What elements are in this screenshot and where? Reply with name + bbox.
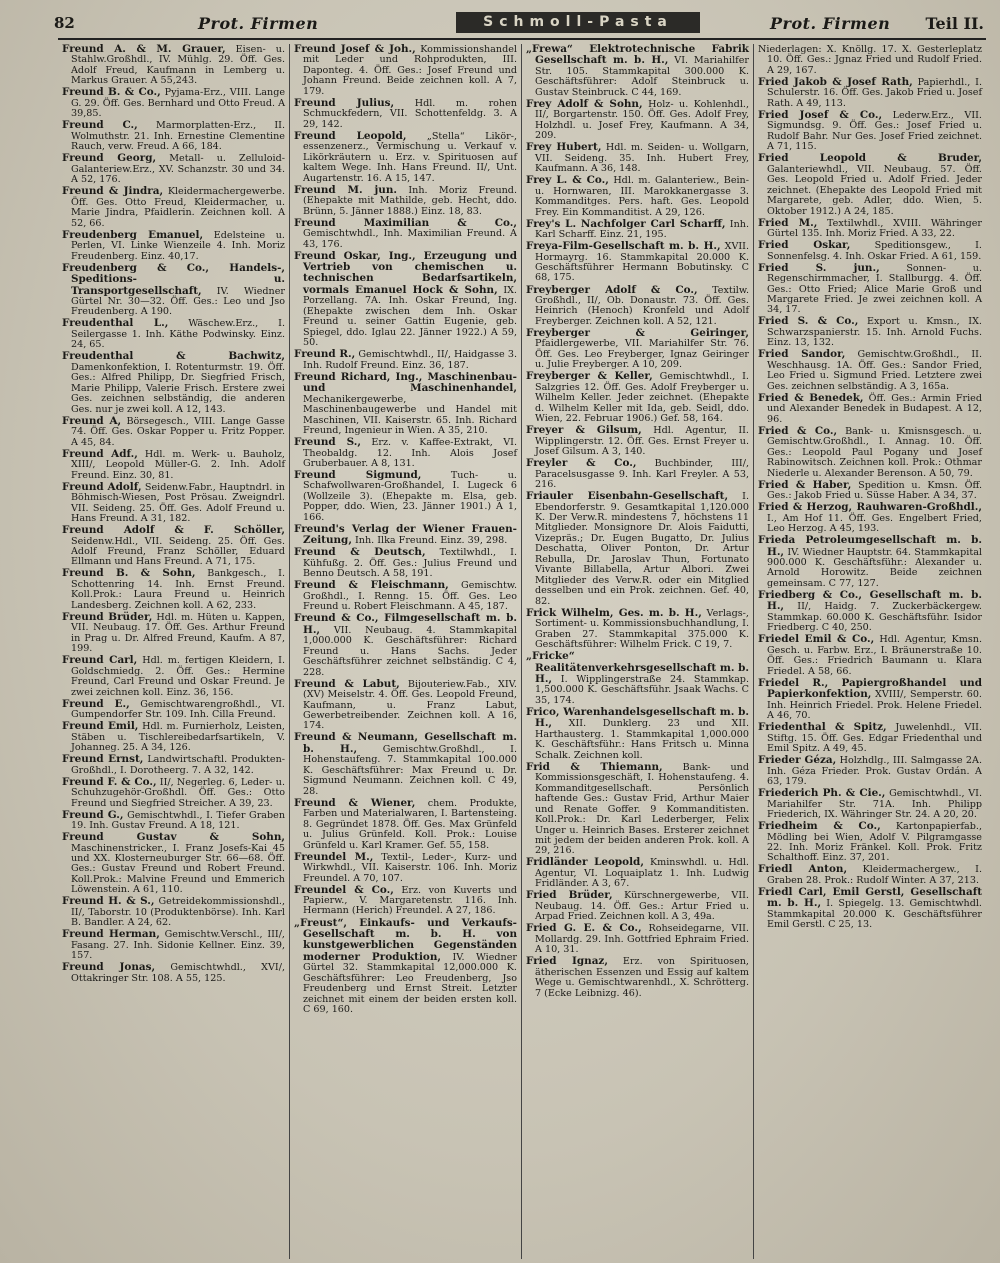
firm-name: Freund H. & S., <box>62 895 155 908</box>
entry-details: Bank- u. Kmisnsgesch. u. Gemischtw.Großhdl., I. Annag. 10. Öff. Ges.: Leopold Paul Pogany und Josef Rabinowitsch. Zeichnen koll. Prok.: Othmar Niederle u. Alexander Berenson. A 50, 79. <box>767 425 982 479</box>
firm-name: Fried & Herzog, Rauhwaren-Großhdl., <box>758 501 982 514</box>
directory-entry <box>758 263 982 316</box>
firm-name: Frey's L. Nachfolger Carl Scharff, <box>526 217 726 230</box>
directory-entry <box>294 349 517 371</box>
directory-entry <box>62 230 285 262</box>
directory-entry <box>526 890 749 922</box>
entry-details: Spedition u. Kmsn. Öff. Ges.: Jakob Fried u. Süsse Haber. A 34, 37. <box>767 479 982 502</box>
column-2 <box>290 44 522 1259</box>
entry-details: XII. Dunklerg. 23 und XII. Harthausterg. 1. Stammkapital 1,000.000 K. Geschäftsführ.: Hans Fritsch u. Minna Schalk. Zeichnen koll. <box>535 718 749 761</box>
firm-name: Freyler & Co., <box>526 457 637 470</box>
directory-entry <box>62 721 285 753</box>
entry-details: Gemischtwarengroßhdl., VI. Gumpendorfer Str. 109. Inh. Cilla Freund. <box>71 698 285 721</box>
entry-details: Edelsteine u. Perlen, VI. Linke Wienzeile 4. Inh. Moriz Freudenberg. Einz. 40,17. <box>71 229 285 262</box>
directory-entry <box>526 44 749 98</box>
entry-details: Hdl. Agentur, Kmsn. Gesch. u. Farbw. Erz., I. Bräunerstraße 10. Öff. Ges.: Friedrich Baumann u. Klara Friedel. A 58, 66. <box>767 634 982 677</box>
firm-name: Freund & Deutsch, <box>294 546 426 559</box>
entry-details: Gemischtw.Großhdl., II. Weschhausg. 1A. Öff. Ges.: Sandor Fried, Leo Fried u. Sigmund Fried. Letztere zwei Ges. zeichnen selbständig. A 3, 165a. <box>767 349 982 392</box>
directory-entry <box>62 655 285 698</box>
firm-name: Friauler Eisenbahn-Gesellschaft, <box>526 490 729 503</box>
entry-details: Seidenw.Hdl., VII. Seideng. 25. Öff. Ges. Adolf Freund, Franz Schöller, Eduard Ellmann und Hans Freund. A 71, 175. <box>71 535 285 568</box>
directory-entry <box>526 608 749 651</box>
directory-entry <box>294 547 517 579</box>
entry-details: Kleidermachergewerbe. Öff. Ges. Otto Freud, Kleidermacher, u. Marie Jindra, Pfaidlerin. Zeichnen koll. A 52, 66. <box>71 186 285 229</box>
entry-details: Erz. v. Kaffee-Extrakt, VI. Theobaldg. 12. Inh. Alois Josef Gruberbauer. A 8, 131. <box>303 437 517 469</box>
firm-name: Friedl Carl, Emil Gerstl, Gesellschaft m. b. H., <box>758 885 982 910</box>
entry-details: Bank- und Kommissionsgeschäft, I. Hohenstaufeng. 4. Kommanditgesellschaft. Persönlich haftende Ges.: Gustav Frid, Arthur Maier und Renate Goffer. 9 Kommanditisten. Koll.Prok.: Dr. Karl Lederberger, Felix Unger u. Heinrich Bases. Ersterer zeichnet mit jedem der beiden anderen Prok. koll. A 29, 216. <box>535 761 749 857</box>
firm-name: Freund E., <box>62 697 130 710</box>
entry-details: Holz- u. Kohlenhdl., II/, Borgartenstr. 150. Öff. Ges. Adolf Frey, Holzhdl. u. Josef Frey, Kaufmann. A 34, 209. <box>535 98 749 142</box>
directory-entry <box>758 755 982 787</box>
page-header <box>54 8 986 40</box>
entry-details: I. Ebendorferstr. 9. Gesamtkapital 1,120.000 K. Der Verw.R. mindestens 7, höchstens 11 Mitglieder. Monsignore Dr. Alois Faidutti, Vizepräs.; Dr. Eugen Bugatto, Dr. Julius Deschatta, Oliver Ponton, Dr. Artur Rebulla, Dr. Jaroslav Thun, Fortunato Vivante Billabella, Artur Albori. Zwei Mitglieder des Verw.R. oder ein Mitglied desselben und ein Prok. zeichnen. Gef. 40, 82. <box>535 491 749 607</box>
firm-name: Freund Maximilian & Co., <box>294 216 517 229</box>
entry-details: Öff. Ges.: Armin Fried und Alexander Benedek in Budapest. A 12, 96. <box>767 392 982 425</box>
entry-details: Kartonpapierfab., Mödling bei Wien, Adolf V. Pilgramgasse 22. Inh. Moriz Fränkel. Koll. Prok. Fritz Schalthoff. Einz. 37, 201. <box>767 821 982 864</box>
directory-entry <box>758 864 982 886</box>
firm-name: „Frewa“ Elektrotechnische Fabrik Gesellschaft m. b. H., <box>526 44 749 67</box>
entry-details: Hdl. m. Werk- u. Bauholz, XIII/, Leopold Müller-G. 2. Inh. Adolf Freund. Einz. 30, 81. <box>71 448 285 481</box>
entry-details: Juwelenhdl., VII. Stiftg. 15. Öff. Ges. Edgar Friedenthal und Emil Spitz. A 49, 45. <box>767 722 982 755</box>
directory-entry <box>62 810 285 832</box>
firm-name: Fried S. & Co., <box>758 315 859 328</box>
entry-details: Gemischtw.Großhdl., I. Hohenstaufeng. 7. Stammkapital 100.000 K. Geschäftsführer: Max Freund u. Dr. Sigmund Neumann. Zeichnen koll. C 49, 28. <box>303 743 517 797</box>
entry-details: Gemischtw. Großhdl., I. Renng. 15. Öff. Ges. Leo Freund u. Robert Fleischmann. A 45, 187. <box>303 580 517 613</box>
firm-name: Freund Adf., <box>62 447 138 460</box>
directory-entry <box>758 678 982 722</box>
advertisement-banner: Schmoll-Pasta <box>456 12 700 33</box>
directory-entry <box>62 416 285 448</box>
entry-details: Hdl. m. fertigen Kleidern, I. Goldschmiedg. 2. Öff. Ges.: Hermine Freund, Carl Freund und Oskar Freund. Je zwei zeichnen koll. Einz. 36, 156. <box>71 655 285 698</box>
firm-name: Freund A, <box>62 414 122 427</box>
firm-name: Freund G., <box>62 808 124 821</box>
entry-details: chem. Produkte, Farben und Materialwaren, I. Bartensteing. 8. Gegründet 1878. Öff. Ges. Max Grünfeld u. Julius Grünfeld. Koll. Prok.: Louise Grünfeld u. Karl Kramer. Gef. 55, 158. <box>303 797 517 851</box>
entry-details: Verlags-, Sortiment- u. Kommissionsbuchhandlung, I. Graben 27. Stammkapital 375.000 K. Geschäftsführer: Wilhelm Frick. C 19, 7. <box>535 607 749 651</box>
entry-details: Hdl. m. Hüten u. Kappen, VII. Neubaug. 17. Öff. Ges. Arthur Freund in Prag u. Dr. Alfred Freund, Kaufm. A 87, 199. <box>71 611 285 655</box>
directory-entry <box>294 679 517 732</box>
directory-entry <box>758 77 982 109</box>
directory-entry <box>758 426 982 479</box>
entry-details: Hdl. m. Seiden- u. Wollgarn, VII. Seideng. 35. Inh. Hubert Frey, Kaufmann. A 36, 148. <box>535 142 749 175</box>
directory-entry <box>526 241 749 284</box>
firm-name: Freyberger & Keller, <box>526 370 653 383</box>
directory-entry <box>62 482 285 525</box>
directory-entry <box>526 857 749 889</box>
firm-name: Freund M. jun. <box>294 183 398 196</box>
entry-details: Kleidermachergew., I. Graben 28. Prok.: Rudolf Winter. A 37, 213. <box>767 864 982 886</box>
firm-name: Freundel M., <box>294 850 374 863</box>
entry-details: „Stella“ Likör-, essenzenerz., Vermischung u. Verkauf v. Likörkräutern u. Erz. v. Spirituosen auf kaltem Wege. Inh. Hans Freund. II/, Unt. Augartenstr. 16. A 15, 147. <box>303 130 517 184</box>
firm-name: „Fricke“ Realitätenverkehrsgesellschaft m. b. H., <box>526 650 749 685</box>
firm-name: Fried Jakob & Josef Rath, <box>758 75 913 88</box>
directory-entry <box>526 219 749 241</box>
directory-entry <box>758 240 982 262</box>
part-label: Teil II. <box>925 13 984 33</box>
entry-details: Textilw. Großhdl., II/, Ob. Donaustr. 73. Öff. Ges. Heinrich (Henoch) Kronfeld und Adolf Freyberger. Zeichnen koll. A 52, 121. <box>535 284 749 327</box>
firm-name: Fried Leopold & Bruder, <box>758 152 982 165</box>
entry-details: Bankgesch., I. Schottenring 14. Inh. Ernst Freund. Koll.Prok.: Laura Freund u. Heinrich Landesberg. Zeichnen koll. A 62, 233. <box>71 568 285 611</box>
directory-entry <box>526 651 749 706</box>
directory-entry <box>62 777 285 809</box>
firm-name: Fried & Co., <box>758 424 838 437</box>
directory-entry <box>62 896 285 928</box>
entry-details: IV. Wiedner Gürtel Nr. 30—32. Öff. Ges.: Leo und Jso Freudenberg. A 190. <box>71 285 285 318</box>
firm-name: Freund & Jindra, <box>62 185 164 198</box>
directory-entry <box>526 175 749 218</box>
directory-entry <box>526 285 749 328</box>
entry-details: Niederlagen: X. Knöllg. 17. X. Gesterleplatz 10. Öff. Ges.: Jgnaz Fried und Rudolf Fried. A 29, 167. <box>758 44 982 76</box>
directory-entry <box>62 263 285 318</box>
firm-name: Frey L. & Co., <box>526 174 609 187</box>
firm-name: Friedel Emil & Co., <box>758 633 875 646</box>
firm-name: Frey Hubert, <box>526 141 602 154</box>
directory-entry <box>62 929 285 961</box>
directory-entry <box>294 885 517 917</box>
firm-name: Freund F. & Co., <box>62 775 157 788</box>
directory-entry <box>526 491 749 607</box>
entry-details: Pfaidlergewerbe, VII. Mariahilfer Str. 76. Öff. Ges. Leo Freyberger, Ignaz Geiringer u. Julie Freyberger. A 10, 209. <box>535 338 749 371</box>
firm-name: Freund & Co., Filmgesellschaft m. b. H., <box>294 612 517 636</box>
directory-entry <box>758 316 982 348</box>
directory-entry <box>294 251 517 349</box>
firm-name: Freyberger Adolf & Co., <box>526 283 698 296</box>
firm-name: Frico, Warenhandelsgesellschaft m. b. H., <box>526 705 749 730</box>
firm-name: Freudenberg & Co., Handels-, Speditions- u. Transportgesellschaft, <box>62 261 285 297</box>
directory-entry <box>758 821 982 864</box>
firm-name: Freund B. & Co., <box>62 86 161 99</box>
firm-name: Freudenthal & Bachwitz, <box>62 350 285 363</box>
entry-details: Kommissionshandel mit Leder und Rohprodukten, III. Daponteg. 4. Öff. Ges.: Josef Freund und Johann Freund. Beide zeichnen koll. A 7, 179. <box>303 44 517 97</box>
directory-entry <box>62 44 285 87</box>
directory-entry <box>294 44 517 97</box>
entry-details: IV. Wiedner Hauptstr. 64. Stammkapital 900.000 K. Geschäftsführ.: Alexander u. Arnold Horowitz. Beide zeichnen gemeinsam. C 77, 127. <box>767 546 982 589</box>
entry-details: Hdl. m. Furnierholz, Leisten, Stäben u. Tischlereibedarfsartikeln, V. Johanneg. 25. A 34, 126. <box>71 721 285 754</box>
firm-name: Freund Sigmund, <box>294 469 422 482</box>
directory-entry <box>758 44 982 76</box>
entry-details: Gemischtwhdl., Inh. Maximilian Freund. A 43, 176. <box>303 228 517 250</box>
firm-name: Frick Wilhelm, Ges. m. b. H., <box>526 606 702 619</box>
entry-details: Textilwhdl., I. Kühfußg. 2. Öff. Ges.: Julius Freund und Benno Deutsch. A 58, 191. <box>303 547 517 580</box>
entry-details: XVII. Hormayrg. 16. Stammkapital 20.000 K. Geschäftsführer Hermann Bobutinsky. C 68, 175. <box>535 241 749 284</box>
firm-name: Fried G. E. & Co., <box>526 922 642 935</box>
entry-details: Textil-, Leder-, Kurz- und Wirkwhdl., VII. Kaiserstr. 106. Inh. Moriz Freundel. A 70, 107. <box>303 851 517 884</box>
directory-entry <box>62 87 285 119</box>
section-title-left: Prot. Firmen <box>198 13 319 33</box>
directory-entry <box>62 832 285 896</box>
directory-entry <box>62 525 285 568</box>
firm-name: Freyberger & Geiringer, <box>526 326 749 339</box>
directory-entry <box>62 962 285 984</box>
directory-entry <box>62 120 285 152</box>
firm-name: Freund Leopold, <box>294 129 407 142</box>
firm-name: Freya-Film-Gesellschaft m. b. H., <box>526 240 721 253</box>
directory-entry <box>294 732 517 797</box>
directory-entry <box>294 524 517 547</box>
entry-details: Börsegesch., VIII. Lange Gasse 74. Öff. Ges. Oskar Popper u. Fritz Popper. A 45, 84. <box>71 415 285 448</box>
directory-entry <box>62 568 285 611</box>
directory-entry <box>294 580 517 612</box>
entry-details: II/, Haidg. 7. Zuckerbäckergew. Stammkap. 60.000 K. Geschäftsführ. Isidor Friedberg. C 40, 250. <box>767 601 982 634</box>
entry-details: XVIII/, Semperstr. 60. Inh. Heinrich Friedel. Prok. Helene Friedel. A 46, 70. <box>767 689 982 722</box>
firm-name: Freudenthal L., <box>62 317 169 330</box>
entry-details: Inh. Ilka Freund. Einz. 39, 298. <box>355 535 508 547</box>
directory-entry <box>758 502 982 534</box>
firm-name: Fridländer Leopold, <box>526 856 644 869</box>
directory-entry <box>526 923 749 955</box>
entry-details: Mechanikergewerbe, Maschinenbaugewerbe und Handel mit Maschinen, VII. Kaiserstr. 65. Inh. Richard Freund, Ingenieur in Wien. A 35, 210. <box>303 393 517 437</box>
entry-details: Hdl. Agentur, II. Wipplingerstr. 12. Öff. Ges. Ernst Freyer u. Josef Gilsum. A 3, 140. <box>535 425 749 458</box>
directory-entry <box>758 887 982 931</box>
entry-details: Hdl. m. rohen Schmuckfedern, VII. Schottenfeldg. 3. A 29, 142. <box>303 97 517 130</box>
entry-details: Gemischtwhdl., VI. Mariahilfer Str. 71A. Inh. Philipp Friederich, IX. Währinger Str. 24. A 20, 20. <box>767 788 982 820</box>
entry-details: Erz. von Kuverts und Papierw., V. Margaretenstr. 116. Inh. Hermann (Herich) Freundel. A 27, 186. <box>303 884 517 917</box>
directory-entry <box>526 458 749 490</box>
entry-details: Inh. Moriz Freund. (Ehepakte mit Mathilde, geb. Hecht, ddo. Brünn, 5. Jänner 1888.) Einz. 18, 83. <box>303 184 517 217</box>
firm-name: Freund Oskar, Ing., Erzeugung und Vertrieb von chemischen u. technischen Bedarfsartikeln, vormals Emanuel Hock & Sohn, <box>294 249 517 296</box>
firm-name: Fried Oskar, <box>758 239 851 252</box>
entry-details: Eisen- u. Stahlw.Großhdl., IV. Mühlg. 29. Öff. Ges. Adolf Freud, Kaufmann in Lemberg u. Markus Grauer. A 55,243. <box>71 44 285 87</box>
firm-name: Freund Adolf & F. Schöller, <box>62 524 285 537</box>
directory-entry <box>294 185 517 217</box>
entry-details: Sonnen- u. Regenschirmmacher, I. Stallburgg. 4. Öff. Ges.: Otto Fried; Alice Marie Groß und Margarete Fried. Je zwei zeichnen koll. A 34, 17. <box>767 262 982 316</box>
entry-details: Kürschnergewerbe, VII. Neubaug. 14. Öff. Ges.: Artur Fried u. Arpad Fried. Zeichnen koll. A 3, 49a. <box>535 890 749 923</box>
entry-details: Marmorplatten-Erz., II. Wolmuthstr. 21. Inh. Ernestine Clementine Rauch, verw. Freud. A 66, 184. <box>71 120 285 153</box>
firm-name: Freund Georg, <box>62 152 157 165</box>
entry-details: Tuch- u. Schafwollwaren-Großhandel, I. Lugeck 6 (Wollzeile 3). (Ehepakte m. Elsa, geb. Popper, ddo. Wien, 23. Jänner 1901.) A 1, 166. <box>303 470 517 523</box>
firm-name: „Freust“, Einkaufs- und Verkaufs-Gesellschaft m. b. H. von kunstgewerblichen Gegenständen moderner Produktion, <box>294 916 517 963</box>
firm-name: Freund & Neumann, Gesellschaft m. b. H., <box>294 731 517 755</box>
firm-name: Fried Josef & Co., <box>758 108 883 121</box>
section-title-right: Prot. Firmen <box>770 13 891 33</box>
entry-details: Damenkonfektion, I. Rotenturmstr. 19. Öff. Ges.: Alfred Philipp, Dr. Siegfried Frisch, Marie Philipp, Valerie Frisch. Erstere zwei Ges. zeichnen selbständig, die anderen Ges. nur je zwei koll. A 12, 143. <box>71 361 285 415</box>
directory-entry <box>758 590 982 634</box>
directory-entry <box>758 788 982 820</box>
directory-entry <box>758 153 982 217</box>
firm-name: Frid & Thiemann, <box>526 760 663 773</box>
directory-entry <box>62 186 285 229</box>
firm-name: Freund Richard, Ing., Maschinenbau- und Maschinenhandel, <box>294 370 517 395</box>
column-3 <box>522 44 754 1259</box>
column-4 <box>754 44 986 1259</box>
firm-name: Friedberg & Co., Gesellschaft m. b. H., <box>758 588 982 613</box>
firm-name: Friedenthal & Spitz, <box>758 721 887 734</box>
entry-details: Kminswhdl. u. Hdl. Agentur, VI. Loquaiplatz 1. Inh. Ludwig Fridländer. A 3, 67. <box>535 857 749 890</box>
entry-details: Speditionsgew., I. Sonnenfelsg. 4. Inh. Oskar Fried. A 61, 159. <box>767 240 982 262</box>
entry-details: VII. Neubaug. 4. Stammkapital 1,000.000 K. Geschäftsführer: Richard Freund u. Hans Sachs. Jeder Geschäftsführer zeichnet selbständig. C 4, 228. <box>303 624 517 678</box>
directory-entry <box>294 437 517 469</box>
firm-name: Freund Adolf, <box>62 480 142 493</box>
firm-name: Freund Gustav & Sohn, <box>62 831 285 844</box>
firm-name: Freund Carl, <box>62 654 138 667</box>
entry-details: Galanteriewhdl., VII. Neubaug. 57. Öff. Ges. Leopold Fried u. Adolf Fried. Jeder zeichnet. (Ehepakte des Leopold Fried mit Margarete, geb. Adler, ddo. Wien, 5. Oktober 1912.) A 24, 185. <box>767 163 982 217</box>
directory-entry <box>758 218 982 240</box>
directory-entry <box>526 425 749 457</box>
entry-columns <box>58 44 986 1259</box>
entry-details: Gemischtw.Verschl., III/, Fasang. 27. Inh. Sidonie Kellner. Einz. 39, 157. <box>71 929 285 962</box>
entry-details: Inh. Karl Scharff. Einz. 21, 195. <box>535 218 749 241</box>
directory-entry <box>294 98 517 130</box>
entry-details: Holzhdlg., III. Salmgasse 2A. Inh. Géza Frieder. Prok. Gustav Ordán. A 63, 179. <box>767 755 982 788</box>
firm-name: Fried & Benedek, <box>758 391 864 404</box>
entry-details: Seidenw.Fabr., Hauptndrl. in Böhmisch-Wiesen, Post Prösau. Zweigndrl. VII. Seideng. 25. Öff. Ges. Adolf Freund u. Hans Freund. A 31, 182. <box>71 481 285 525</box>
firm-name: Friedheim & Co., <box>758 820 881 833</box>
entry-details: Gemischtwhdl., II/, Haidgasse 3. Inh. Rudolf Freund. Einz. 36, 187. <box>303 349 517 371</box>
directory-entry <box>526 956 749 999</box>
firm-name: Freund Emil, <box>62 720 139 733</box>
entry-details: Wäschew.Erz., I. Seilergasse 1. Inh. Käthe Podwinsky. Einz. 24, 65. <box>71 318 285 351</box>
firm-name: Fried Sandor, <box>758 348 846 361</box>
firm-name: Freund A. & M. Grauer, <box>62 44 226 55</box>
directory-entry <box>526 371 749 424</box>
directory-entry <box>294 470 517 523</box>
directory-entry <box>294 918 517 1016</box>
entry-details: Erz. von Spirituosen, ätherischen Essenzen und Essig auf kaltem Wege u. Gemischtwarenhdl., X. Schrötterg. 7 (Ecke Leibnizg. 46). <box>535 956 749 999</box>
page-number: 82 <box>54 14 75 32</box>
directory-entry <box>526 762 749 857</box>
entry-details: Lederw.Erz., VII. Sigmundsg. 9. Öff. Ges.: Josef Fried u. Rudolf Bahr. Nur Ges. Josef Fried zeichnet. A 71, 115. <box>767 109 982 153</box>
entry-details: Export u. Kmsn., IX. Schwarzspanierstr. 15. Inh. Arnold Fuchs. Einz. 13, 132. <box>767 316 982 349</box>
firm-name: Friederich Ph. & Cie., <box>758 787 886 800</box>
entry-details: VI. Mariahilfer Str. 105. Stammkapital 300.000 K. Geschäftsführer: Adolf Steinbruck u. Gustav Steinbruck. C 44, 169. <box>535 55 749 98</box>
entry-details: Rohseidegarne, VII. Mollardg. 29. Inh. Gottfried Ephraim Fried. A 10, 31. <box>535 923 749 956</box>
entry-details: IX. Porzellang. 7A. Inh. Oskar Freund, Ing. (Ehepakte zwischen dem Inh. Oskar Freund u. seiner Gattin Eugenie, geb. Spiegel, ddo. Iglau 22. Jänner 1922.) A 59, 50. <box>303 284 517 349</box>
firm-name: Freudenberg Emanuel, <box>62 228 204 241</box>
firm-name: Freund & Labut, <box>294 677 400 690</box>
firm-name: Freundel & Co., <box>294 883 394 896</box>
directory-entry <box>526 142 749 174</box>
firm-name: Fried & Haber, <box>758 478 852 491</box>
directory-entry <box>526 328 749 371</box>
directory-entry <box>758 535 982 589</box>
directory-entry <box>758 110 982 153</box>
directory-entry <box>62 318 285 350</box>
entry-details: Getreidekommissionshdl., II/, Taborstr. 10 (Produktenbörse). Inh. Karl B. Bandler. A 24, 62. <box>71 896 285 929</box>
firm-name: Freund S., <box>294 436 361 449</box>
entry-details: IV. Wiedner Gürtel 32. Stammkapital 12,000.000 K. Geschäftsführer: Leo Freudenberg, Jso Freudenberg und Ernst Streit. Letzter zeichnet mit einem der beiden ersten koll. C 69, 160. <box>303 951 517 1016</box>
entry-details: Gemischtwhdl., XVI/, Ottakringer Str. 108. A 55, 125. <box>71 962 285 984</box>
directory-entry <box>526 99 749 142</box>
firm-name: Fried Ignaz, <box>526 955 608 968</box>
directory-entry <box>758 349 982 392</box>
entry-details: Gemischtwhdl., I. Salzgries 12. Öff. Ges. Adolf Freyberger u. Wilhelm Keller. Jeder zeichnet. (Ehepakte d. Wilhelm Keller mit Ida, geb. Seidl, ddo. Wien, 22. Februar 1906.) Gef. 58, 164. <box>535 371 749 425</box>
directory-entry <box>758 722 982 754</box>
directory-entry <box>62 351 285 415</box>
entry-details: Landwirtschaftl. Produkten-Großhdl., I. Dorotheerg. 7. A 32, 142. <box>71 754 285 776</box>
firm-name: Friedl Anton, <box>758 863 848 876</box>
entry-details: Hdl. m. Galanteriew., Bein- u. Hornwaren, III. Marokkanergasse 3. Kommanditges. Pers. haft. Ges. Leopold Frey. Ein Kommanditist. A 29, 126. <box>535 175 749 218</box>
directory-entry <box>62 754 285 776</box>
entry-details: Gemischtwhdl., I. Tiefer Graben 19. Inh. Gustav Freund. A 18, 121. <box>71 809 285 832</box>
column-1 <box>58 44 290 1259</box>
firm-name: Friedel R., Papiergroßhandel und Papierkonfektion, <box>758 676 982 701</box>
firm-name: Freund Josef & Joh., <box>294 44 416 55</box>
firm-name: Freund & Wiener, <box>294 796 416 809</box>
firm-name: Fried M., <box>758 216 818 229</box>
directory-entry <box>62 153 285 185</box>
directory-entry <box>758 393 982 425</box>
directory-entry <box>758 634 982 677</box>
firm-name: Freund C., <box>62 119 138 132</box>
entry-details: Textilwhdl., XVIII. Währinger Gürtel 135. Inh. Moriz Fried. A 33, 22. <box>767 217 982 240</box>
directory-entry <box>294 218 517 250</box>
firm-name: Frieda Petroleumgesellschaft m. b. H., <box>758 534 982 558</box>
entry-details: Maschinenstricker., I. Franz Josefs-Kai 45 und XX. Klosterneuburger Str. 66—68. Öff. Ges.: Gustav Freund und Robert Freund. Koll.Prok.: Malvine Freund und Emmerich Löwenstein. A 61, 110. <box>71 842 285 896</box>
directory-entry <box>62 699 285 721</box>
entry-details: Pyjama-Erz., VIII. Lange G. 29. Öff. Ges. Bernhard und Otto Freud. A 39,85. <box>71 87 286 120</box>
firm-name: Frey Adolf & Sohn, <box>526 97 643 110</box>
firm-name: Freund Jonas, <box>62 961 156 974</box>
firm-name: Fried Brüder, <box>526 889 613 902</box>
directory-entry <box>62 612 285 655</box>
directory-entry <box>526 707 749 761</box>
entry-details: Bijouteriew.Fab., XIV. (XV) Meiselstr. 4. Öff. Ges. Leopold Freund, Kaufmann, u. Franz Labut, Gewerbetreibender. Zeichnen koll. A 16, 174. <box>303 678 517 732</box>
entry-details: II/, Negerleg. 6, Leder- u. Schuhzugehör-Großhdl. Öff. Ges.: Otto Freund und Siegfried Streicher. A 39, 23. <box>71 776 285 809</box>
directory-entry <box>294 798 517 851</box>
entry-details: I., Am Hof 11. Öff. Ges. Engelbert Fried, Leo Herzog. A 45, 193. <box>767 512 982 535</box>
firm-name: Freund's Verlag der Wiener Frauen-Zeitung, <box>294 522 517 547</box>
firm-name: Freund Herman, <box>62 928 160 941</box>
entry-details: Buchbinder, III/, Paracelsusgasse 9. Inh. Karl Freyler. A 53, 216. <box>535 458 749 491</box>
firm-name: Freund & Fleischmann, <box>294 579 449 592</box>
directory-entry <box>62 449 285 481</box>
firm-name: Freund B. & Sohn, <box>62 567 196 580</box>
firm-name: Freund Julius, <box>294 96 395 109</box>
directory-entry <box>758 480 982 502</box>
directory-entry <box>294 372 517 437</box>
directory-entry <box>294 131 517 184</box>
entry-details: I. Wipplingerstraße 24. Stammkap. 1,500.000 K. Geschäftsführ. Jsaak Wachs. C 35, 174. <box>535 674 749 706</box>
entry-details: Papierhdl., I. Schulerstr. 16. Öff. Ges. Jakob Fried u. Josef Rath. A 49, 113. <box>767 76 982 109</box>
entry-details: Metall- u. Zelluloid-Galanteriew.Erz., XV. Schanzstr. 30 und 34. A 52, 176. <box>71 153 285 186</box>
firm-name: Fried S. jun., <box>758 261 880 274</box>
firm-name: Freyer & Gilsum, <box>526 424 642 437</box>
firm-name: Frieder Géza, <box>758 754 837 767</box>
directory-entry <box>294 852 517 884</box>
entry-details: I. Spiegelg. 13. Gemischtwhdl. Stammkapital 20.000 K. Geschäftsführer Emil Gerstl. C 25, 13. <box>767 898 982 931</box>
directory-entry <box>294 613 517 678</box>
firm-name: Freund R., <box>294 348 356 361</box>
firm-name: Freund Ernst, <box>62 753 144 766</box>
firm-name: Freund Brüder, <box>62 610 153 623</box>
